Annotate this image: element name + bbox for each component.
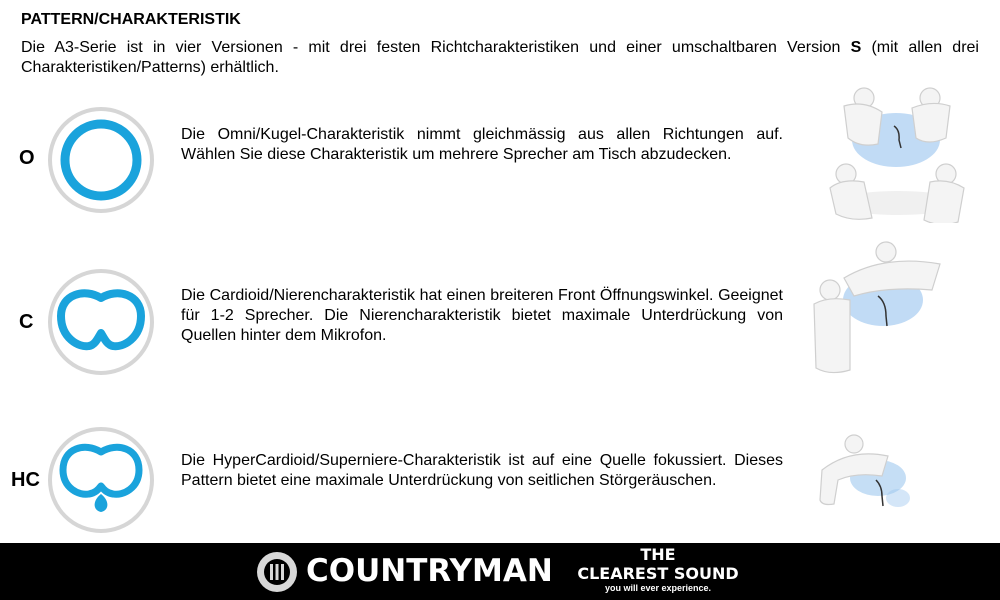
hypercardioid-person-illustration <box>816 430 916 520</box>
omni-people-illustration <box>822 78 972 223</box>
cardioid-people-illustration <box>808 238 948 378</box>
slogan-subtext: you will ever experience. <box>604 583 712 593</box>
intro-text: Die A3-Serie ist in vier Versionen - mit drei festen Richtcharakteristiken und einer umschaltbaren Version S (mit allen drei Charakteristiken/Patterns) erhältlich. <box>21 39 979 76</box>
slogan: THE CLEAREST SOUND <box>577 545 739 583</box>
hypercardioid-pattern-icon <box>47 426 155 534</box>
cardioid-pattern-icon <box>47 268 155 376</box>
page-title: PATTERN/CHARAKTERISTIK <box>21 11 241 28</box>
pattern-code-hypercardioid: HC <box>11 469 40 491</box>
brand-name: COUNTRYMAN <box>306 553 553 589</box>
omni-pattern-icon <box>47 106 155 214</box>
pattern-code-cardioid: C <box>19 311 34 333</box>
pattern-code-omni: O <box>19 147 35 169</box>
hypercardioid-description: Die HyperCardioid/Superniere-Charakteristik ist auf eine Quelle fokussiert. Dieses Pattern bietet eine maximale Unterdrückung von seitlichen Störgeräuschen. <box>181 452 783 489</box>
cardioid-description: Die Cardioid/Nierencharakteristik hat einen breiteren Front Öffnungswinkel. Geeignet für 1-2 Sprecher. Die Nierencharakteristik bietet maximale Unterdrückung von Quellen hinter dem Mikrofon. <box>181 287 783 344</box>
omni-description: Die Omni/Kugel-Charakteristik nimmt gleichmässig aus allen Richtungen auf. Wählen Sie diese Charakteristik um mehrere Sprecher am Tisch abzudecken. <box>181 126 783 163</box>
countryman-logo-icon <box>256 551 298 593</box>
